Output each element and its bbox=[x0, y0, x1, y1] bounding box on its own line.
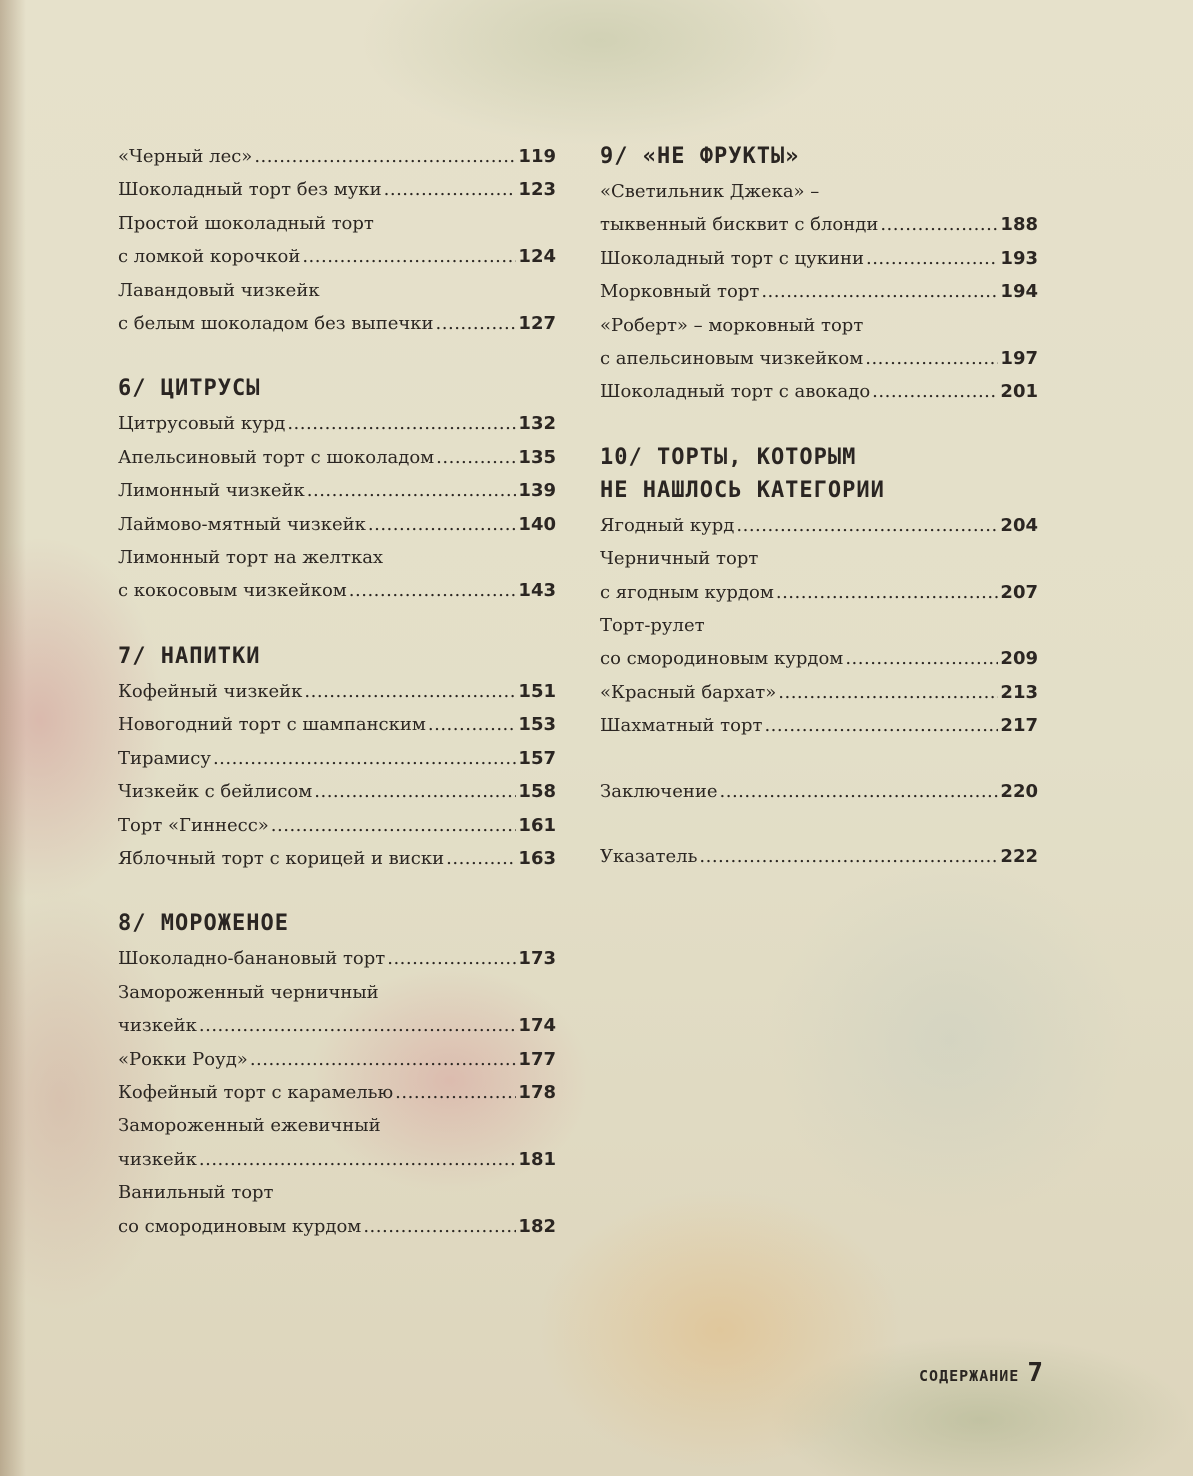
dot-leader bbox=[872, 375, 998, 408]
entry-title: с ломкой корочкой bbox=[118, 246, 301, 268]
dot-leader bbox=[304, 675, 516, 708]
entry-title: Заключение bbox=[600, 780, 718, 802]
entry-row bbox=[118, 474, 556, 507]
entry-title-first-line: Лавандовый чизкейк bbox=[118, 279, 320, 301]
entry-page-number: 188 bbox=[1000, 214, 1038, 236]
section-heading-line: 6/ ЦИТРУСЫ bbox=[118, 376, 261, 402]
dot-leader bbox=[287, 407, 516, 440]
toc-entry[interactable] bbox=[118, 942, 556, 975]
dot-leader bbox=[428, 708, 517, 741]
toc-entry[interactable] bbox=[118, 742, 556, 775]
entry-row bbox=[118, 240, 556, 273]
entry-page-number: 177 bbox=[518, 1048, 556, 1070]
toc-section bbox=[118, 907, 556, 1243]
dot-leader bbox=[776, 576, 999, 609]
entry-title: с белым шоколадом без выпечки bbox=[118, 313, 434, 335]
entry-row bbox=[118, 307, 556, 340]
section-heading-line: НЕ НАШЛОСЬ КАТЕГОРИИ bbox=[600, 477, 885, 503]
entry-title: Чизкейк с бейлисом bbox=[118, 781, 313, 803]
entry-title: «Красный бархат» bbox=[600, 681, 777, 703]
dot-leader bbox=[845, 642, 998, 675]
dot-leader bbox=[699, 840, 998, 873]
entry-row bbox=[600, 342, 1038, 375]
entry-row bbox=[118, 675, 556, 708]
entry-page-number: 207 bbox=[1000, 581, 1038, 603]
entry-title: с кокосовым чизкейком bbox=[118, 580, 347, 602]
toc-entry[interactable] bbox=[600, 542, 1038, 609]
toc-section bbox=[600, 441, 1038, 743]
entry-page-number: 197 bbox=[1000, 348, 1038, 370]
toc-entry[interactable] bbox=[600, 709, 1038, 742]
dot-leader bbox=[436, 307, 517, 340]
dot-leader bbox=[761, 275, 998, 308]
dot-leader bbox=[865, 342, 998, 375]
dot-leader bbox=[363, 1210, 516, 1243]
entry-page-number: 182 bbox=[518, 1215, 556, 1237]
entry-title: с апельсиновым чизкейком bbox=[600, 348, 864, 370]
toc-entry[interactable] bbox=[600, 840, 1038, 873]
entry-page-number: 163 bbox=[518, 847, 556, 869]
section-heading bbox=[118, 907, 556, 940]
dot-leader bbox=[778, 676, 998, 709]
dot-leader bbox=[199, 1143, 517, 1176]
entry-page-number: 174 bbox=[518, 1015, 556, 1037]
toc-entry[interactable] bbox=[118, 140, 556, 173]
entry-row bbox=[118, 1076, 556, 1109]
section-heading bbox=[118, 640, 556, 673]
entry-page-number: 201 bbox=[1000, 381, 1038, 403]
entry-title-first-line: Простой шоколадный торт bbox=[118, 212, 374, 234]
entry-row bbox=[600, 709, 1038, 742]
entry-title: чизкейк bbox=[118, 1015, 197, 1037]
entry-page-number: 209 bbox=[1000, 648, 1038, 670]
dot-leader bbox=[349, 574, 517, 607]
entry-page-number: 153 bbox=[518, 714, 556, 736]
entry-page-number: 220 bbox=[1000, 780, 1038, 802]
dot-leader bbox=[384, 173, 517, 206]
entry-title-first-line: Ванильный торт bbox=[118, 1182, 274, 1204]
dot-leader bbox=[254, 140, 516, 173]
entry-page-number: 124 bbox=[518, 246, 556, 268]
entry-row bbox=[600, 775, 1038, 808]
entry-title: с ягодным курдом bbox=[600, 581, 774, 603]
entry-row bbox=[118, 942, 556, 975]
toc-section bbox=[118, 640, 556, 875]
entry-title: Апельсиновый торт с шоколадом bbox=[118, 446, 435, 468]
dot-leader bbox=[368, 508, 517, 541]
entry-page-number: 173 bbox=[518, 948, 556, 970]
entry-row bbox=[118, 173, 556, 206]
entry-title: Указатель bbox=[600, 846, 698, 868]
entry-page-number: 135 bbox=[518, 446, 556, 468]
section-heading-line: 10/ ТОРТЫ, КОТОРЫМ bbox=[600, 444, 857, 470]
entry-page-number: 151 bbox=[518, 680, 556, 702]
dot-leader bbox=[764, 709, 998, 742]
dot-leader bbox=[314, 775, 516, 808]
entry-page-number: 139 bbox=[518, 480, 556, 502]
entry-page-number: 127 bbox=[518, 313, 556, 335]
toc-entry[interactable] bbox=[118, 842, 556, 875]
entry-page-number: 213 bbox=[1000, 681, 1038, 703]
toc-entry[interactable] bbox=[118, 474, 556, 507]
entry-title: Лаймово-мятный чизкейк bbox=[118, 513, 366, 535]
entry-title: Кофейный чизкейк bbox=[118, 680, 303, 702]
entry-row bbox=[600, 509, 1038, 542]
entry-title: Лимонный чизкейк bbox=[118, 480, 305, 502]
toc-section bbox=[118, 140, 556, 340]
entry-row bbox=[600, 576, 1038, 609]
toc-right-column bbox=[600, 140, 1038, 906]
entry-title-first-line: Лимонный торт на желтках bbox=[118, 547, 384, 569]
toc-left-column bbox=[118, 140, 556, 1275]
toc-section bbox=[600, 140, 1038, 409]
toc-entry[interactable] bbox=[600, 309, 1038, 376]
toc-section bbox=[118, 372, 556, 607]
entry-title: Новогодний торт с шампанским bbox=[118, 714, 426, 736]
entry-row bbox=[600, 676, 1038, 709]
entry-row bbox=[118, 775, 556, 808]
entry-row bbox=[118, 742, 556, 775]
toc-section bbox=[600, 840, 1038, 873]
toc-entry[interactable] bbox=[600, 242, 1038, 275]
entry-row bbox=[118, 1210, 556, 1243]
dot-leader bbox=[302, 240, 516, 273]
toc-entry[interactable] bbox=[118, 1176, 556, 1243]
entry-title: тыквенный бисквит с блонди bbox=[600, 214, 879, 236]
entry-title: Ягодный курд bbox=[600, 514, 735, 536]
dot-leader bbox=[250, 1043, 517, 1076]
entry-row bbox=[600, 840, 1038, 873]
entry-page-number: 119 bbox=[518, 146, 556, 167]
entry-row bbox=[600, 208, 1038, 241]
entry-title: «Черный лес» bbox=[118, 146, 253, 167]
entry-title: «Рокки Роуд» bbox=[118, 1048, 248, 1070]
entry-title: Яблочный торт с корицей и виски bbox=[118, 847, 445, 869]
dot-leader bbox=[880, 208, 998, 241]
entry-title-first-line: Черничный торт bbox=[600, 548, 759, 570]
entry-row bbox=[118, 574, 556, 607]
section-heading bbox=[600, 140, 1038, 173]
toc-entry[interactable] bbox=[600, 175, 1038, 242]
toc-entry[interactable] bbox=[118, 407, 556, 440]
section-heading-line: 9/ «НЕ ФРУКТЫ» bbox=[600, 144, 800, 169]
entry-title: Шоколадный торт с цукини bbox=[600, 247, 864, 269]
entry-row bbox=[118, 1043, 556, 1076]
dot-leader bbox=[446, 842, 516, 875]
entry-title: Торт «Гиннесс» bbox=[118, 814, 269, 836]
entry-page-number: 181 bbox=[518, 1148, 556, 1170]
dot-leader bbox=[395, 1076, 516, 1109]
toc-entry[interactable] bbox=[600, 775, 1038, 808]
entry-title-first-line: «Светильник Джека» – bbox=[600, 181, 820, 202]
page-footer bbox=[919, 1358, 1043, 1388]
toc-entry[interactable] bbox=[118, 441, 556, 474]
entry-title: со смородиновым курдом bbox=[118, 1215, 362, 1237]
dot-leader bbox=[199, 1009, 517, 1042]
entry-page-number: 132 bbox=[518, 413, 556, 435]
dot-leader bbox=[387, 942, 516, 975]
entry-row bbox=[118, 407, 556, 440]
entry-row bbox=[118, 508, 556, 541]
page-number: 7 bbox=[1027, 1358, 1043, 1388]
toc-entry[interactable] bbox=[118, 675, 556, 708]
entry-row bbox=[118, 708, 556, 741]
toc-entry[interactable] bbox=[118, 207, 556, 274]
toc-entry[interactable] bbox=[600, 509, 1038, 542]
entry-title: Морковный торт bbox=[600, 281, 760, 303]
entry-title: Шоколадный торт без муки bbox=[118, 179, 382, 201]
entry-page-number: 217 bbox=[1000, 715, 1038, 737]
entry-page-number: 194 bbox=[1000, 281, 1038, 303]
dot-leader bbox=[307, 474, 517, 507]
entry-title-first-line: «Роберт» – морковный торт bbox=[600, 314, 864, 336]
entry-title-first-line: Замороженный ежевичный bbox=[118, 1115, 381, 1137]
entry-page-number: 193 bbox=[1000, 247, 1038, 269]
entry-page-number: 178 bbox=[518, 1081, 556, 1103]
entry-title: Цитрусовый курд bbox=[118, 413, 286, 435]
toc-entry[interactable] bbox=[118, 1076, 556, 1109]
entry-page-number: 158 bbox=[518, 781, 556, 803]
toc-entry[interactable] bbox=[118, 708, 556, 741]
entry-page-number: 140 bbox=[518, 513, 556, 535]
entry-row bbox=[600, 375, 1038, 408]
entry-row bbox=[600, 242, 1038, 275]
entry-page-number: 161 bbox=[518, 814, 556, 836]
toc-entry[interactable] bbox=[118, 809, 556, 842]
toc-entry[interactable] bbox=[118, 274, 556, 341]
dot-leader bbox=[720, 775, 999, 808]
entry-title: Кофейный торт с карамелью bbox=[118, 1081, 394, 1103]
section-heading bbox=[600, 441, 1038, 507]
dot-leader bbox=[436, 441, 516, 474]
toc-entry[interactable] bbox=[600, 375, 1038, 408]
entry-row bbox=[118, 842, 556, 875]
entry-page-number: 222 bbox=[1000, 846, 1038, 868]
entry-title: Шахматный торт bbox=[600, 715, 763, 737]
toc-entry[interactable] bbox=[118, 541, 556, 608]
entry-row bbox=[118, 441, 556, 474]
toc-entry[interactable] bbox=[118, 1043, 556, 1076]
toc-entry[interactable] bbox=[600, 676, 1038, 709]
entry-page-number: 157 bbox=[518, 747, 556, 769]
dot-leader bbox=[866, 242, 998, 275]
entry-page-number: 143 bbox=[518, 580, 556, 602]
entry-title-first-line: Замороженный черничный bbox=[118, 981, 379, 1003]
toc-entry[interactable] bbox=[118, 508, 556, 541]
entry-title-first-line: Торт-рулет bbox=[600, 615, 705, 637]
toc-entry[interactable] bbox=[600, 609, 1038, 676]
dot-leader bbox=[271, 809, 517, 842]
entry-row bbox=[118, 809, 556, 842]
entry-title: Шоколадно-банановый торт bbox=[118, 948, 386, 970]
toc-section bbox=[600, 775, 1038, 808]
section-heading-line: 8/ МОРОЖЕНОЕ bbox=[118, 911, 289, 937]
entry-row bbox=[118, 1143, 556, 1176]
entry-page-number: 123 bbox=[518, 179, 556, 201]
toc-entry[interactable] bbox=[118, 976, 556, 1043]
entry-row bbox=[600, 275, 1038, 308]
entry-page-number: 204 bbox=[1000, 514, 1038, 536]
entry-row bbox=[118, 1009, 556, 1042]
section-heading bbox=[118, 372, 556, 405]
toc-entry[interactable] bbox=[118, 775, 556, 808]
dot-leader bbox=[736, 509, 998, 542]
entry-title: со смородиновым курдом bbox=[600, 648, 844, 670]
running-header: СОДЕРЖАНИЕ bbox=[919, 1367, 1020, 1385]
entry-title: Тирамису bbox=[118, 747, 211, 769]
entry-title: Шоколадный торт с авокадо bbox=[600, 381, 871, 403]
toc-entry[interactable] bbox=[118, 173, 556, 206]
toc-entry[interactable] bbox=[600, 275, 1038, 308]
entry-title: чизкейк bbox=[118, 1148, 197, 1170]
section-heading-line: 7/ НАПИТКИ bbox=[118, 643, 261, 669]
dot-leader bbox=[213, 742, 516, 775]
entry-row bbox=[600, 642, 1038, 675]
entry-row bbox=[118, 140, 556, 173]
toc-entry[interactable] bbox=[118, 1109, 556, 1176]
